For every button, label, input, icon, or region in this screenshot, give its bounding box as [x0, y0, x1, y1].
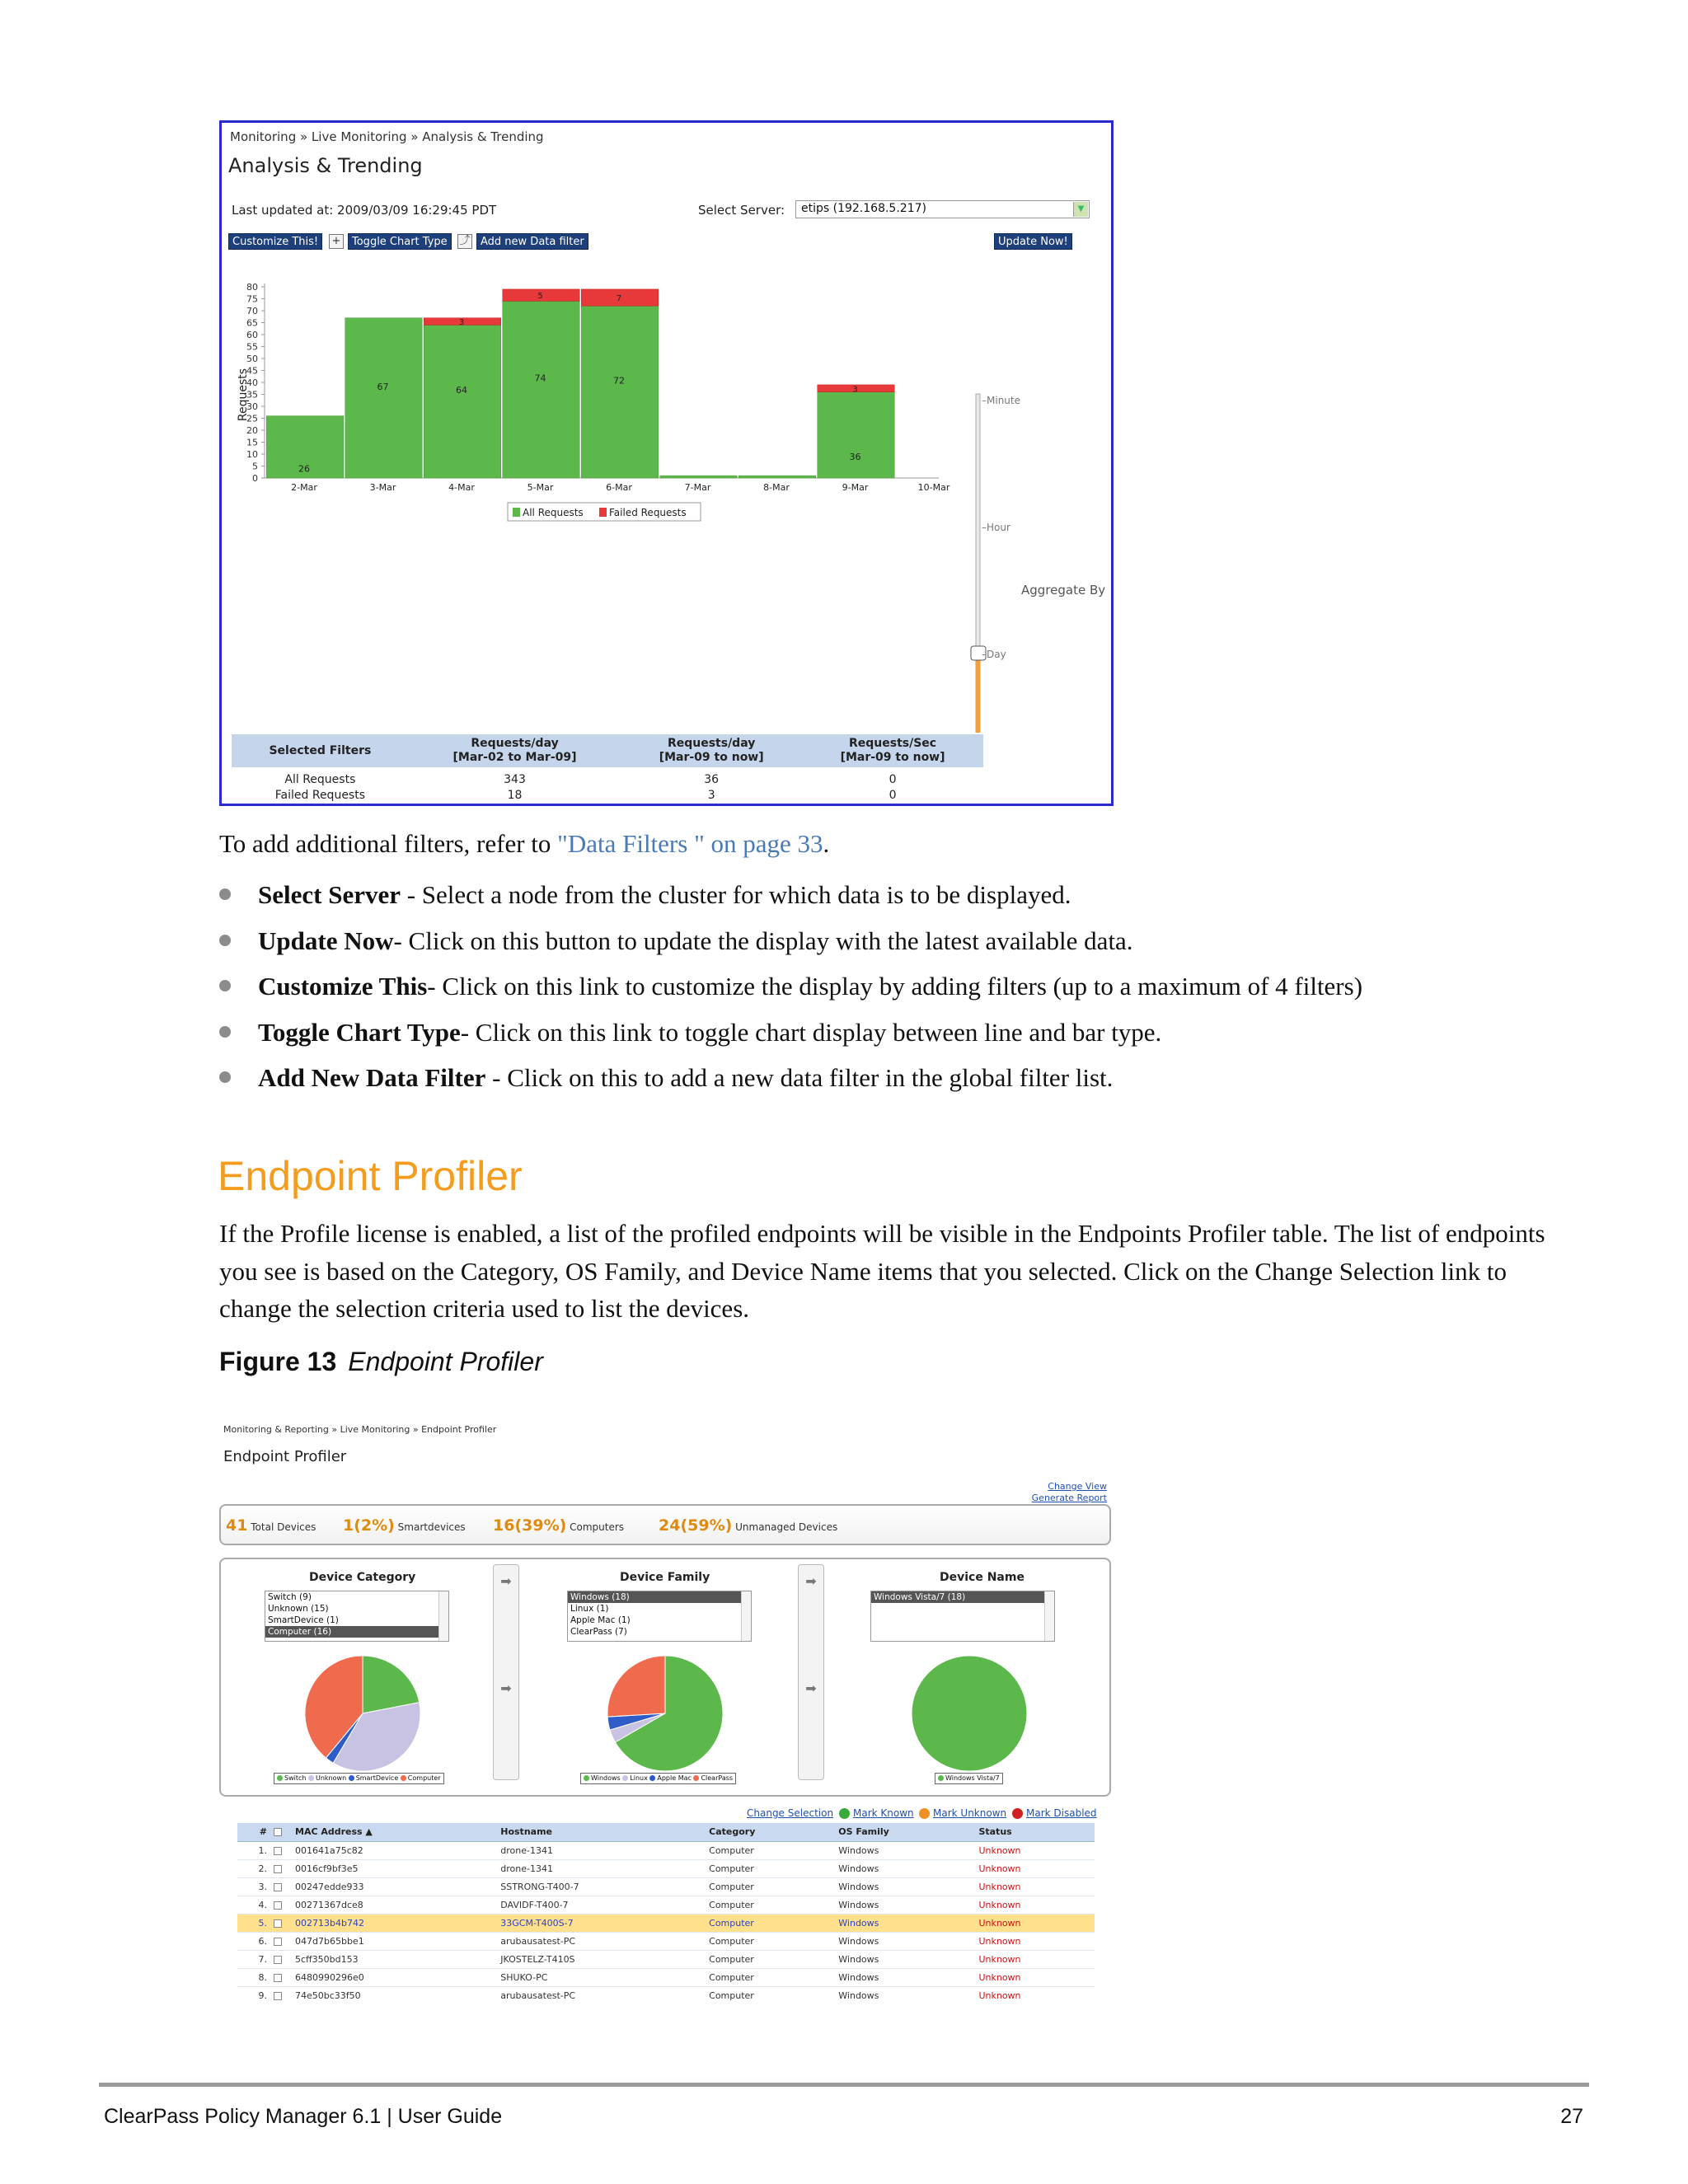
- cell-category: Computer: [706, 1877, 835, 1896]
- bar-value-label: 26: [298, 463, 310, 475]
- summary-item[interactable]: [493, 1516, 624, 1535]
- cell-mac-address: 6480990296e0: [292, 1968, 497, 1986]
- server-label: Select Server:: [698, 203, 785, 218]
- section-heading: Endpoint Profiler: [218, 1153, 523, 1199]
- table-row[interactable]: [237, 1968, 1095, 1986]
- feature-list: [219, 876, 1620, 1105]
- page-title: Analysis & Trending: [228, 154, 423, 177]
- cell-hostname: arubausatest-PC: [497, 1986, 706, 2003]
- summary-label: Smartdevices: [394, 1521, 466, 1533]
- summary-count: 41: [226, 1516, 248, 1535]
- endpoints-table: [237, 1823, 1095, 2003]
- cell-mac-address: 74e50bc33f50: [292, 1986, 497, 2003]
- row-checkbox[interactable]: [274, 1901, 282, 1910]
- chart-icon[interactable]: ⤴: [457, 234, 472, 249]
- bullet-item: [219, 922, 1620, 968]
- legend-entry: [349, 1774, 401, 1782]
- cell-status: Unknown: [975, 1877, 1095, 1896]
- change-view-link[interactable]: Change View: [1048, 1481, 1107, 1492]
- x-tick-label: 10-Mar: [917, 482, 950, 493]
- cell-os-family: Windows: [835, 1932, 975, 1950]
- table-row[interactable]: [237, 1859, 1095, 1877]
- row-checkbox[interactable]: [274, 1992, 282, 2000]
- x-tick-label: 7-Mar: [684, 482, 711, 493]
- legend-entry: [401, 1774, 441, 1782]
- cell-category: Computer: [706, 1914, 835, 1932]
- y-tick-label: 55: [246, 341, 258, 353]
- list-option[interactable]: Windows (18): [568, 1591, 751, 1603]
- plus-icon[interactable]: +: [329, 234, 344, 249]
- cell-status: Unknown: [975, 1950, 1095, 1968]
- filters-reference-line: To add additional filters, refer to "Data Filters " on page 33.: [219, 829, 830, 858]
- toggle-chart-button[interactable]: Toggle Chart Type: [348, 233, 452, 250]
- cell-hostname: arubausatest-PC: [497, 1932, 706, 1950]
- y-tick-label: 35: [246, 389, 258, 401]
- filters-cell: 3: [707, 789, 715, 802]
- last-updated: Last updated at: 2009/03/09 16:29:45 PDT: [232, 203, 497, 218]
- endpoints-col-header[interactable]: Category: [706, 1823, 835, 1841]
- y-tick-label: 0: [252, 473, 258, 484]
- add-filter-button[interactable]: Add new Data filter: [476, 233, 588, 250]
- legend-swatch: [938, 1775, 944, 1781]
- filters-col-header: Requests/Sec [Mar-09 to now]: [802, 734, 983, 767]
- bullet-description: - Select a node from the cluster for which data is to be displayed.: [400, 880, 1071, 909]
- cell-hostname: DAVIDF-T400-7: [497, 1896, 706, 1914]
- legend-label: Unknown: [316, 1774, 349, 1782]
- legend-label: ClearPass: [701, 1774, 734, 1782]
- legend-swatch: [649, 1775, 655, 1781]
- generate-report-link[interactable]: Generate Report: [1031, 1493, 1107, 1503]
- filters-cell: Failed Requests: [274, 789, 366, 802]
- filters-col-header: Selected Filters: [232, 734, 409, 767]
- aggregate-title: Aggregate By: [1021, 583, 1106, 598]
- bullet-icon: [219, 980, 231, 991]
- x-tick-label: 9-Mar: [842, 482, 869, 493]
- select-all-checkbox[interactable]: [274, 1828, 282, 1836]
- row-checkbox[interactable]: [274, 1847, 282, 1855]
- legend-entry: [649, 1774, 693, 1782]
- bullet-term: Update Now: [258, 926, 394, 955]
- legend-entry: [693, 1774, 733, 1782]
- mark-disabled-link[interactable]: Mark Disabled: [1012, 1807, 1097, 1819]
- y-tick-label: 60: [246, 330, 258, 340]
- list-option[interactable]: Switch (9): [268, 1592, 312, 1602]
- summary-item[interactable]: [659, 1516, 837, 1535]
- filters-cell: 343: [504, 773, 526, 786]
- filters-cell: 18: [507, 789, 523, 802]
- cell-category: Computer: [706, 1896, 835, 1914]
- cell-status: Unknown: [975, 1896, 1095, 1914]
- bullet-icon: [219, 1071, 231, 1083]
- breadcrumb[interactable]: Monitoring » Live Monitoring » Analysis & Trending: [230, 129, 544, 144]
- bullet-icon: [219, 935, 231, 946]
- cell-category: Computer: [706, 1859, 835, 1877]
- row-number: 4.: [237, 1896, 270, 1914]
- legend-label: SmartDevice: [355, 1774, 401, 1782]
- device-name-title: Device Name: [940, 1571, 1025, 1584]
- row-checkbox-cell: [270, 1950, 292, 1968]
- cell-mac-address: 5cff350bd153: [292, 1950, 497, 1968]
- bar-all-requests[interactable]: [424, 325, 501, 478]
- filters-col-header: Requests/day [Mar-02 to Mar-09]: [409, 734, 621, 767]
- cell-hostname: 33GCM-T400S-7: [497, 1914, 706, 1932]
- row-number: 2.: [237, 1859, 270, 1877]
- row-number: 7.: [237, 1950, 270, 1968]
- filters-table: [232, 734, 983, 804]
- figure-caption: [219, 1347, 543, 1377]
- bar-value-label: 36: [849, 451, 861, 462]
- bullet-item: [219, 1014, 1620, 1060]
- figure-label: Figure 13: [219, 1347, 337, 1376]
- y-axis-label: Requests: [237, 368, 250, 422]
- list-option[interactable]: SmartDevice (1): [268, 1615, 339, 1625]
- row-checkbox-cell: [270, 1841, 292, 1859]
- bar-all-requests[interactable]: [818, 392, 895, 478]
- bullet-description: - Click on this link to toggle chart display between line and bar type.: [460, 1017, 1162, 1047]
- list-option[interactable]: ClearPass (7): [570, 1627, 627, 1637]
- legend-swatch: [308, 1775, 314, 1781]
- x-tick-label: 5-Mar: [527, 482, 554, 493]
- endpoints-col-header[interactable]: Hostname: [497, 1823, 706, 1841]
- y-tick-label: 45: [246, 365, 258, 377]
- summary-count: 1(2%): [343, 1516, 395, 1535]
- legend-label: Apple Mac: [657, 1774, 694, 1782]
- legend-swatch: [277, 1775, 283, 1781]
- cell-mac-address: 0016cf9bf3e5: [292, 1859, 497, 1877]
- bar-all-requests[interactable]: [345, 318, 423, 478]
- device-category-title: Device Category: [309, 1571, 416, 1584]
- arrow-right-icon[interactable]: ➡: [500, 1573, 512, 1589]
- cell-category: Computer: [706, 1932, 835, 1950]
- change-selection-link[interactable]: Change Selection: [747, 1807, 834, 1819]
- bullet-item: [219, 1059, 1620, 1105]
- summary-item[interactable]: [343, 1516, 466, 1535]
- arrow-right-icon[interactable]: ➡: [500, 1680, 512, 1696]
- legend-label: Switch: [284, 1774, 308, 1782]
- green-ball-icon: [839, 1808, 850, 1819]
- legend-label: Failed Requests: [609, 507, 687, 518]
- cell-os-family: Windows: [835, 1859, 975, 1877]
- aggregate-level-hour[interactable]: –Hour: [982, 522, 1010, 533]
- cell-hostname: SSTRONG-T400-7: [497, 1877, 706, 1896]
- cell-status: Unknown: [975, 1932, 1095, 1950]
- endpoint-profiler-screenshot: [219, 1413, 1114, 2003]
- cell-os-family: Windows: [835, 1950, 975, 1968]
- cell-os-family: Windows: [835, 1914, 975, 1932]
- bar-value-label: 67: [377, 381, 389, 392]
- cell-hostname: drone-1341: [497, 1841, 706, 1859]
- table-row[interactable]: [237, 1841, 1095, 1859]
- filters-col-header: Requests/day [Mar-09 to now]: [621, 734, 802, 767]
- summary-count: 16(39%): [493, 1516, 567, 1535]
- cell-category: Computer: [706, 1968, 835, 1986]
- data-filters-link[interactable]: "Data Filters " on page 33: [557, 829, 823, 858]
- page-title: Endpoint Profiler: [223, 1448, 347, 1465]
- x-tick-label: 4-Mar: [448, 482, 475, 493]
- legend-swatch: [599, 508, 607, 517]
- footer-rule: [99, 2083, 1589, 2087]
- footer-title: ClearPass Policy Manager 6.1 | User Guide: [104, 2105, 503, 2128]
- analysis-trending-screenshot: [219, 120, 1114, 806]
- cell-status: Unknown: [975, 1986, 1095, 2003]
- table-row[interactable]: [237, 1896, 1095, 1914]
- bullet-term: Toggle Chart Type: [258, 1017, 461, 1047]
- legend-entry: [622, 1774, 649, 1782]
- row-checkbox-cell: [270, 1932, 292, 1950]
- cell-mac-address: 002713b4b742: [292, 1914, 497, 1932]
- cell-hostname: drone-1341: [497, 1859, 706, 1877]
- row-checkbox[interactable]: [274, 1865, 282, 1873]
- aggregate-level-minute[interactable]: –Minute: [982, 395, 1020, 406]
- cell-status: Unknown: [975, 1914, 1095, 1932]
- cell-mac-address: 00247edde933: [292, 1877, 497, 1896]
- filters-cell: 36: [704, 773, 720, 786]
- row-number: 5.: [237, 1914, 270, 1932]
- row-number: 1.: [237, 1841, 270, 1859]
- update-now-button[interactable]: Update Now!: [994, 233, 1072, 250]
- bar-all-requests[interactable]: [581, 306, 659, 478]
- bullet-term: Customize This: [258, 972, 428, 1001]
- y-tick-label: 20: [246, 425, 258, 436]
- filters-table-row: [232, 788, 983, 804]
- row-checkbox-cell: [270, 1968, 292, 1986]
- pie-slice-windows-vista-7[interactable]: [912, 1656, 1027, 1771]
- cell-category: Computer: [706, 1950, 835, 1968]
- device-filter-panel: [219, 1558, 1111, 1797]
- device-summary-bar: [219, 1504, 1111, 1545]
- bar-value-label: 7: [616, 294, 622, 304]
- legend-label: Computer: [407, 1774, 441, 1782]
- table-row[interactable]: [237, 1877, 1095, 1896]
- legend-entry: [584, 1774, 622, 1782]
- y-tick-label: 50: [246, 354, 258, 364]
- aggregate-level-day[interactable]: –Day: [982, 649, 1006, 660]
- y-tick-label: 5: [252, 461, 258, 472]
- list-option[interactable]: Linux (1): [570, 1604, 609, 1614]
- cell-os-family: Windows: [835, 1896, 975, 1914]
- legend-label: Windows: [591, 1774, 623, 1782]
- row-checkbox[interactable]: [274, 1956, 282, 1964]
- legend-entry: [938, 1774, 1000, 1782]
- cell-mac-address: 00271367dce8: [292, 1896, 497, 1914]
- chart-legend: [508, 503, 701, 521]
- legend-swatch: [513, 508, 520, 517]
- summary-item[interactable]: [226, 1516, 316, 1535]
- row-checkbox[interactable]: [274, 1938, 282, 1946]
- device-category-legend: [274, 1773, 444, 1784]
- requests-chart: [222, 259, 1112, 733]
- bar-value-label: 3: [852, 385, 858, 395]
- y-tick-label: 80: [246, 282, 258, 293]
- device-pie-charts: [221, 1559, 1111, 1798]
- endpoints-col-header[interactable]: OS Family: [835, 1823, 975, 1841]
- cell-category: Computer: [706, 1986, 835, 2003]
- y-tick-label: 40: [246, 377, 258, 388]
- mark-known-link[interactable]: Mark Known: [839, 1807, 914, 1819]
- cell-hostname: SHUKO-PC: [497, 1968, 706, 1986]
- row-checkbox[interactable]: [274, 1883, 282, 1891]
- legend-swatch: [584, 1775, 589, 1781]
- legend-swatch: [349, 1775, 354, 1781]
- row-checkbox[interactable]: [274, 1919, 282, 1928]
- row-checkbox-cell: [270, 1986, 292, 2003]
- bar-all-requests[interactable]: [660, 476, 738, 478]
- cell-mac-address: 001641a75c82: [292, 1841, 497, 1859]
- filters-cell: 0: [889, 789, 897, 802]
- filters-cell: 0: [889, 773, 897, 786]
- row-number: 6.: [237, 1932, 270, 1950]
- mark-unknown-link[interactable]: Mark Unknown: [919, 1807, 1006, 1819]
- bullet-icon: [219, 1026, 231, 1038]
- bar-value-label: 72: [613, 375, 625, 387]
- y-tick-label: 75: [246, 293, 258, 305]
- figure-title: Endpoint Profiler: [348, 1347, 543, 1376]
- filters-cell: All Requests: [284, 773, 356, 786]
- legend-label: Linux: [630, 1774, 650, 1782]
- red-ball-icon: [1012, 1808, 1023, 1819]
- table-row[interactable]: [237, 1914, 1095, 1932]
- device-family-legend: [580, 1773, 736, 1784]
- x-tick-label: 6-Mar: [606, 482, 632, 493]
- cell-os-family: Windows: [835, 1986, 975, 2003]
- endpoints-col-header[interactable]: MAC Address ▲: [292, 1823, 497, 1841]
- y-tick-label: 65: [246, 317, 258, 329]
- bar-value-label: 3: [458, 318, 465, 328]
- y-tick-label: 25: [246, 413, 258, 424]
- filters-table-row: [232, 767, 983, 788]
- row-number: 9.: [237, 1986, 270, 2003]
- cell-os-family: Windows: [835, 1968, 975, 1986]
- summary-label: Total Devices: [247, 1521, 316, 1533]
- table-row[interactable]: [237, 1950, 1095, 1968]
- section-paragraph: If the Profile license is enabled, a list of the profiled endpoints will be visible in the Endpoints Profiler table. The list of endpoints you see is based on the Category, OS Family, and Device Name items that you selected. Click on the Change Selection link to change the selection criteria used to list the devices.: [219, 1219, 1545, 1323]
- x-tick-label: 3-Mar: [369, 482, 396, 493]
- row-checkbox[interactable]: [274, 1974, 282, 1982]
- chart-plot: [246, 282, 950, 521]
- bullet-description: - Click on this link to customize the display by adding filters (up to a maximum of 4 filters): [427, 972, 1363, 1001]
- endpoints-col-header: [270, 1823, 292, 1841]
- bullet-description: - Click on this button to update the display with the latest available data.: [393, 926, 1133, 955]
- customize-button[interactable]: Customize This!: [228, 233, 322, 250]
- bullet-term: Select Server: [258, 880, 401, 909]
- row-checkbox-cell: [270, 1914, 292, 1932]
- cell-os-family: Windows: [835, 1841, 975, 1859]
- server-select[interactable]: [795, 200, 1090, 218]
- cell-os-family: Windows: [835, 1877, 975, 1896]
- cell-status: Unknown: [975, 1859, 1095, 1877]
- pie-slice-clearpass[interactable]: [607, 1656, 665, 1717]
- x-tick-label: 8-Mar: [763, 482, 790, 493]
- bar-value-label: 74: [534, 373, 546, 384]
- bullet-icon: [219, 888, 231, 900]
- legend-swatch: [401, 1775, 406, 1781]
- list-option[interactable]: Computer (16): [265, 1626, 448, 1638]
- breadcrumb[interactable]: Monitoring & Reporting » Live Monitoring » Endpoint Profiler: [223, 1424, 497, 1435]
- chevron-down-icon[interactable]: ▼: [1073, 202, 1088, 217]
- legend-swatch: [622, 1775, 628, 1781]
- bar-all-requests[interactable]: [503, 301, 580, 478]
- y-tick-label: 15: [246, 437, 258, 448]
- summary-count: 24(59%): [659, 1516, 733, 1535]
- row-number: 3.: [237, 1877, 270, 1896]
- legend-swatch: [693, 1775, 699, 1781]
- cell-mac-address: 047d7b65bbe1: [292, 1932, 497, 1950]
- list-option[interactable]: Windows Vista/7 (18): [871, 1591, 1054, 1603]
- row-checkbox-cell: [270, 1859, 292, 1877]
- endpoints-col-header[interactable]: Status: [975, 1823, 1095, 1841]
- list-option[interactable]: Unknown (15): [268, 1604, 329, 1614]
- row-checkbox-cell: [270, 1896, 292, 1914]
- summary-label: Unmanaged Devices: [732, 1521, 838, 1533]
- bullet-term: Add New Data Filter: [258, 1063, 486, 1092]
- arrow-right-icon[interactable]: ➡: [805, 1573, 817, 1589]
- cell-hostname: JKOSTELZ-T410S: [497, 1950, 706, 1968]
- device-name-legend: [935, 1773, 1003, 1784]
- bar-value-label: 5: [537, 292, 543, 302]
- bar-value-label: 64: [456, 385, 467, 396]
- device-family-title: Device Family: [620, 1571, 710, 1584]
- bullet-item: [219, 876, 1620, 922]
- table-row[interactable]: [237, 1932, 1095, 1950]
- legend-label: Windows Vista/7: [945, 1774, 1000, 1782]
- summary-label: Computers: [566, 1521, 625, 1533]
- cell-category: Computer: [706, 1841, 835, 1859]
- row-checkbox-cell: [270, 1877, 292, 1896]
- table-row[interactable]: [237, 1986, 1095, 2003]
- cell-status: Unknown: [975, 1841, 1095, 1859]
- cell-status: Unknown: [975, 1968, 1095, 1986]
- aggregate-levels: [982, 395, 1020, 733]
- page-number: 27: [1560, 2105, 1583, 2128]
- y-tick-label: 70: [246, 306, 258, 316]
- list-option[interactable]: Apple Mac (1): [570, 1615, 631, 1625]
- bullet-description: - Click on this to add a new data filter in the global filter list.: [485, 1063, 1114, 1092]
- orange-ball-icon: [919, 1808, 930, 1819]
- legend-entry: [277, 1774, 308, 1782]
- x-tick-label: 2-Mar: [291, 482, 317, 493]
- endpoints-col-header: #: [237, 1823, 270, 1841]
- y-tick-label: 30: [246, 401, 258, 412]
- bullet-item: [219, 968, 1620, 1014]
- row-number: 8.: [237, 1968, 270, 1986]
- legend-entry: [308, 1774, 349, 1782]
- bar-all-requests[interactable]: [738, 476, 816, 478]
- arrow-right-icon[interactable]: ➡: [805, 1680, 817, 1696]
- legend-label: All Requests: [523, 507, 584, 518]
- y-tick-label: 10: [246, 449, 258, 460]
- aggregate-slider[interactable]: [971, 394, 986, 733]
- server-select-value: etips (192.168.5.217): [801, 202, 926, 215]
